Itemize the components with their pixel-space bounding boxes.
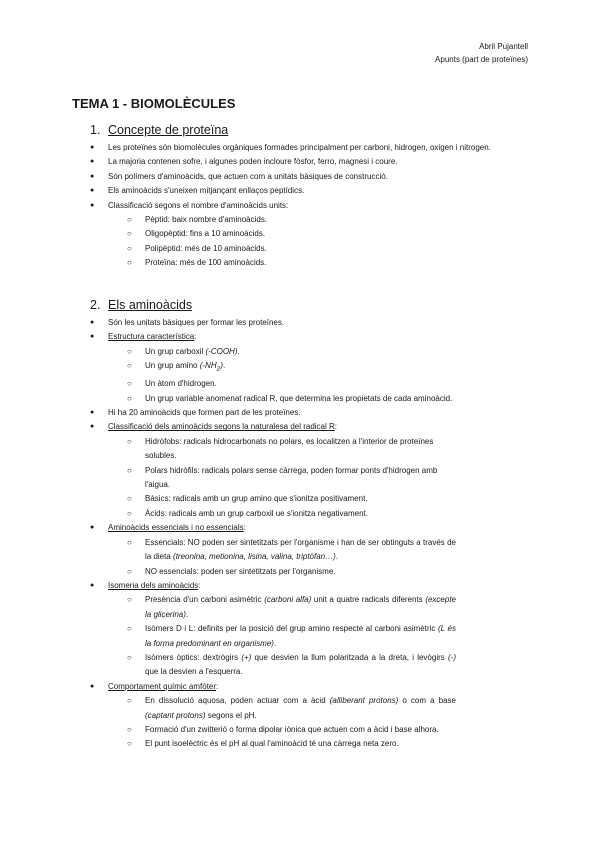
circle-bullet-icon: ○ <box>127 508 132 518</box>
circle-bullet-icon: ○ <box>127 595 132 605</box>
list-item: ● Classificació segons el nombre d'aminoàcids units: ○ Pèptid: baix nombre d'aminoàcids. ○ Oligopèptid: fins a 10 aminoàcids. ○ Polipèptid: més de 10 aminoàcids. ○ Proteïna: més de 100 aminoàcids. <box>0 199 600 271</box>
circle-bullet-icon: ○ <box>127 243 132 253</box>
sub-list-item: ○ Isòmers òptics: dextrògirs (+) que desvien la llum polaritzada a la dreta, i levògirs (-) que la desvien a l'esquerra. <box>127 652 456 677</box>
bullet-icon: ● <box>90 423 95 431</box>
circle-bullet-icon: ○ <box>127 494 132 504</box>
list-item: ● La majoria contenen sofre, i algunes poden incloure fòsfor, ferro, magnesi i coure. <box>0 155 600 169</box>
bullet-icon: ● <box>90 319 95 326</box>
list-item: ● Les proteïnes són biomolècules orgàniques formades principalment per carboni, hidrogen, oxigen i nitrogen. <box>0 141 600 155</box>
section-protein-concept <box>0 123 600 271</box>
sub-list-item: ○ Un grup variable anomenat radical R, que determina les propietats de cada aminoàcid. <box>0 392 528 406</box>
sub-list-item: ○ Essencials: NO poden ser sintetitzats per l'organisme i han de ser obtinguts a través de la dieta (treonina, metionina, lisina, valina, triptòfan…). <box>127 537 456 562</box>
circle-bullet-icon: ○ <box>127 465 132 475</box>
circle-bullet-icon: ○ <box>127 724 132 734</box>
list-item: ● Estructura característica: ○ Un grup carboxil (-COOH). ○ Un grup amino $(-NH_2)$. ○ Un àtom d'hidrogen. ○ Un grup variable anomenat radical R, que determina les propietats de cada aminoàcid. <box>0 330 600 406</box>
sub-list-item: ○ Polipèptid: més de 10 aminoàcids. <box>0 242 528 256</box>
circle-bullet-icon: ○ <box>127 346 132 356</box>
bullet-icon: ● <box>90 201 95 209</box>
sub-list <box>108 345 528 406</box>
circle-bullet-icon: ○ <box>127 739 132 749</box>
bullet-icon: ● <box>90 581 95 589</box>
section-heading <box>0 123 600 137</box>
list-item: ● Hi ha 20 aminoàcids que formen part de les proteïnes. <box>0 406 600 420</box>
header-subtitle: Apunts (part de proteïnes) <box>435 55 528 64</box>
circle-bullet-icon: ○ <box>127 229 132 239</box>
bullet-icon: ● <box>90 524 95 532</box>
sub-list <box>108 213 528 271</box>
sub-list-item: ○ En dissolució aquosa, poden actuar com a àcid (alliberant protons) o com a base (captant protons) segons el pH. <box>127 696 457 720</box>
sub-list-item: ○ Polars hidròfils: radicals polars sense càrrega, poden formar ponts d'hidrogen amb l'aigua. <box>127 465 438 490</box>
bullet-list <box>0 141 600 271</box>
section-heading <box>0 298 600 312</box>
sub-list-item: ○ Bàsics: radicals amb un grup amino que s'ionitza positivament. <box>0 492 528 506</box>
bullet-icon: ● <box>90 172 95 180</box>
list-item: ● Comportament químic amfòter: ○ En dissolució aquosa, poden actuar com a àcid (alliberant protons) o com a base (captant protons) segons el pH. ○ Formació d'un zwitterió o forma dipolar iònica que actuen com a àcid i base alhora. ○ El punt isoelèctric és el pH al qual l'aminoàcid té una càrrega neta zero. <box>0 680 600 752</box>
list-item: ● Classificació dels aminoàcids segons la naturalesa del radical R: ○ Hidròfobs: radicals hidrocarbonats no polars, es localitzen a l'interior de proteïnes solubles. ○ Polars hidròfils: radicals polars sense càrrega, poden formar ponts d'hidrogen amb l'aigua. ○ Bàsics: radicals amb un grup amino que s'ionitza positivament. ○ Àcids: radicals amb un grup carboxil ue s'ionitza negativament. <box>0 420 600 521</box>
sub-list-item: ○ Hidròfobs: radicals hidrocarbonats no polars, es localitzen a l'interior de proteïnes solubles. <box>127 436 434 461</box>
list-item: ● Són les unitats bàsiques per formar les proteïnes. <box>0 316 600 330</box>
sub-list-item: ○ Un grup carboxil (-COOH). <box>0 345 528 359</box>
bullet-list <box>0 316 600 752</box>
bullet-icon: ● <box>90 187 95 195</box>
sub-list-item: ○ NO essencials: poden ser sintetitzats per l'organisme. <box>0 565 528 579</box>
circle-bullet-icon: ○ <box>127 624 132 634</box>
sub-list <box>108 435 528 521</box>
sub-list-item: ○ Formació d'un zwitterió o forma dipolar iònica que actuen com a àcid i base alhora. <box>0 723 528 737</box>
circle-bullet-icon: ○ <box>127 537 132 547</box>
circle-bullet-icon: ○ <box>127 566 132 576</box>
section-title: Els aminoàcids <box>108 298 193 312</box>
sub-list-item: ○ Pèptid: baix nombre d'aminoàcids. <box>0 213 528 227</box>
circle-bullet-icon: ○ <box>127 361 132 371</box>
sub-list-item: ○ Àcids: radicals amb un grup carboxil ue s'ionitza negativament. <box>0 507 528 521</box>
section-title: Concepte de proteïna <box>108 123 229 137</box>
document-title: TEMA 1 - BIOMOLÈCULES <box>72 96 236 111</box>
list-item: ● Aminoàcids essencials i no essencials: ○ Essencials: NO poden ser sintetitzats per l'organisme i han de ser obtinguts a través de la dieta (treonina, metionina, lisina, valina, triptòfan…). ○ NO essencials: poden ser sintetitzats per l'organisme. <box>0 521 600 579</box>
bullet-icon: ● <box>90 158 95 166</box>
bullet-icon: ● <box>90 409 95 417</box>
circle-bullet-icon: ○ <box>127 215 132 225</box>
circle-bullet-icon: ○ <box>127 393 132 403</box>
circle-bullet-icon: ○ <box>127 379 132 389</box>
sub-list-item: ○ Proteïna: més de 100 aminoàcids. <box>0 256 528 270</box>
bullet-icon: ● <box>90 144 95 151</box>
sub-list <box>108 593 528 679</box>
list-item: ● Els aminoàcids s'uneixen mitjançant enllaços peptídics. <box>0 184 600 198</box>
sub-list <box>108 536 528 579</box>
section-amino-acids <box>0 298 600 752</box>
circle-bullet-icon: ○ <box>127 696 132 706</box>
circle-bullet-icon: ○ <box>127 258 132 268</box>
author-name: Abril Pujantell <box>479 42 528 51</box>
sub-list-item: ○ Un grup amino $(-NH_2)$. <box>127 361 226 373</box>
section-number: 1. <box>90 123 101 137</box>
section-number: 2. <box>90 298 101 312</box>
sub-list-item: ○ El punt isoelèctric és el pH al qual l'aminoàcid té una càrrega neta zero. <box>0 737 528 751</box>
sub-list-item: ○ Isòmers D i L: definits per la posició del grup amino respecte al carboni asimètric (L és la forma predominant en organisme). <box>127 624 456 648</box>
sub-list <box>108 694 528 752</box>
circle-bullet-icon: ○ <box>127 436 132 446</box>
bullet-icon: ● <box>90 333 95 341</box>
sub-list-item: ○ Oligopèptid: fins a 10 aminoàcids. <box>0 227 528 241</box>
bullet-icon: ● <box>90 682 95 690</box>
list-item: ● Isomeria dels aminoàcids: ○ Presència d'un carboni asimètric (carboni alfa) unit a quatre radicals diferents (excepte la glicerina). ○ Isòmers D i L: definits per la posició del grup amino respecte al carboni asimètric (L és la forma predominant en organisme). ○ Isòmers òptics: dextrògirs (+) que desvien la llum polaritzada a la dreta, i levògirs (-) que la desvien a l'esquerra. <box>0 579 600 680</box>
circle-bullet-icon: ○ <box>127 652 132 662</box>
sub-list-item: ○ Un àtom d'hidrogen. <box>0 377 528 391</box>
page-header <box>435 40 528 66</box>
list-item: ● Són polímers d'aminoàcids, que actuen com a unitats bàsiques de construcció. <box>0 170 600 184</box>
sub-list-item: ○ Presència d'un carboni asimètric (carboni alfa) unit a quatre radicals diferents (excepte la glicerina). <box>127 595 456 619</box>
